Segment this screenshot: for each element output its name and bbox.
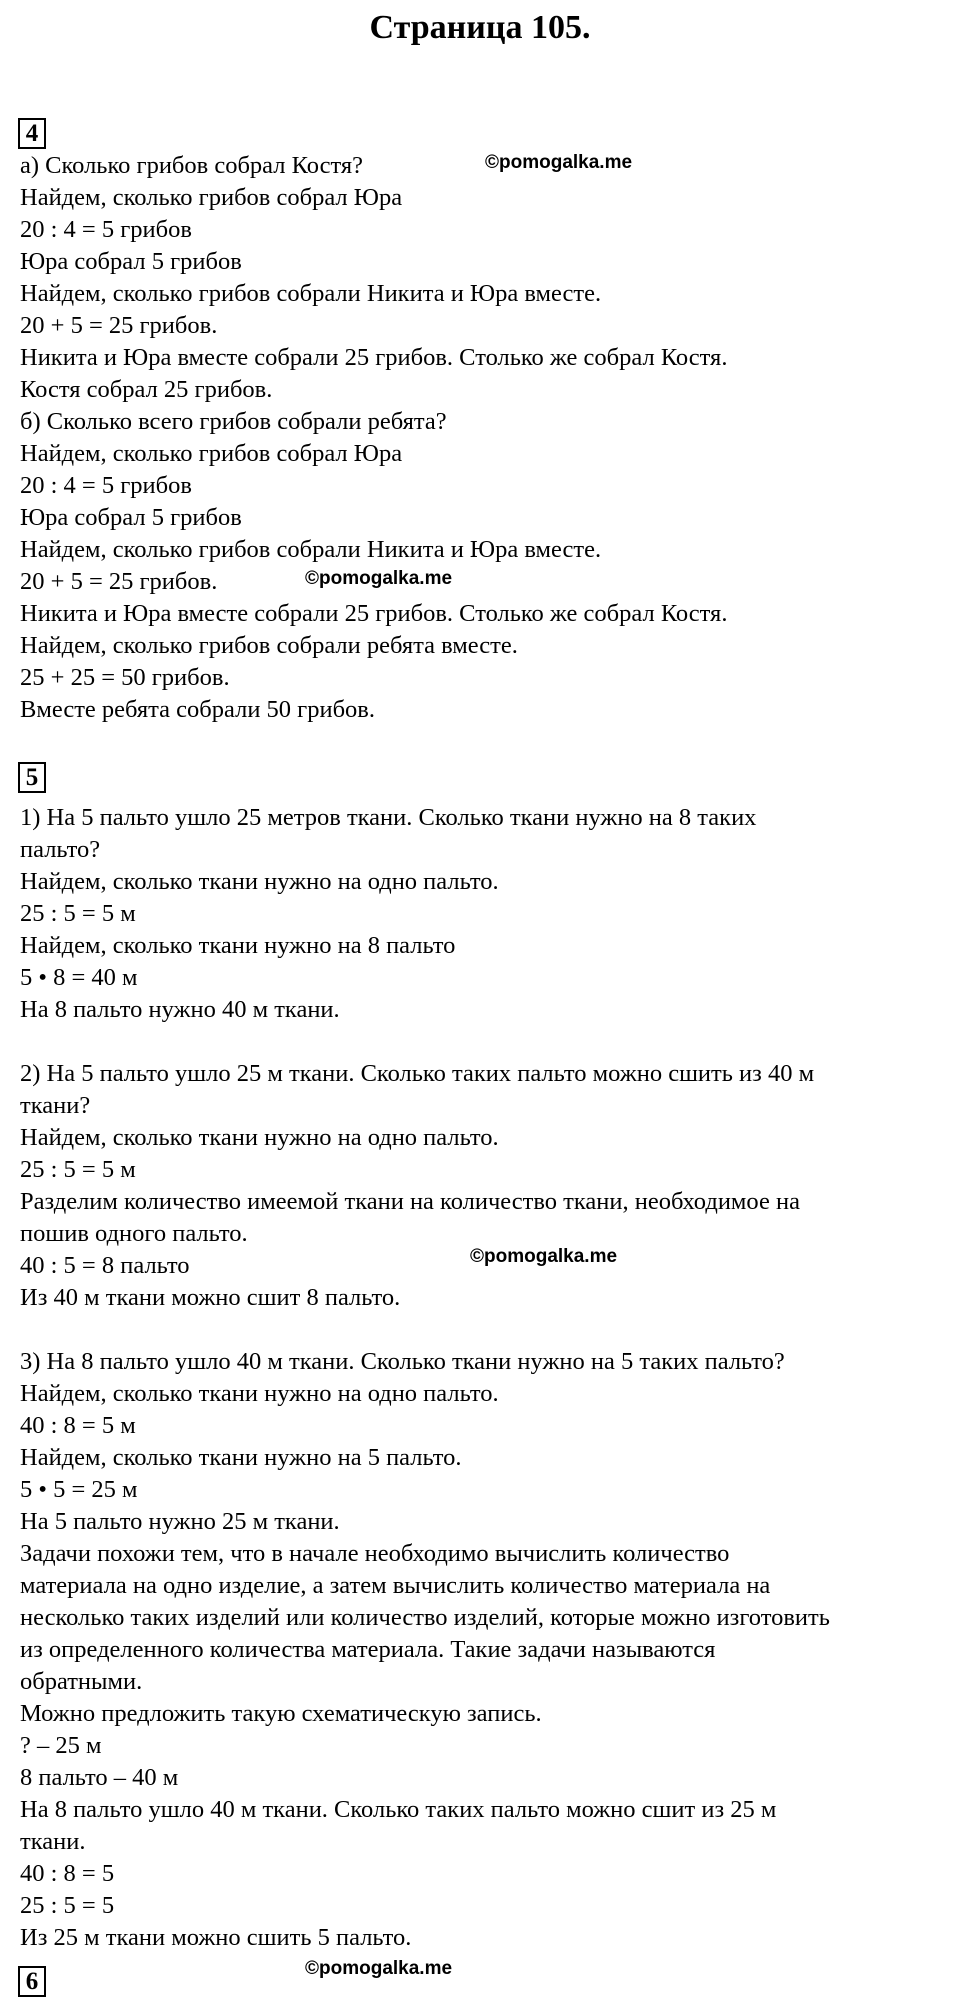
text-line: Найдем, сколько грибов собрали Никита и Юра вместе. [20, 536, 602, 563]
text-line: 2) На 5 пальто ушло 25 м ткани. Сколько таких пальто можно сшить из 40 м [20, 1060, 815, 1087]
text-line: Разделим количество имеемой ткани на количество ткани, необходимое на [20, 1188, 800, 1215]
text-line: несколько таких изделий или количество изделий, которые можно изготовить [20, 1604, 830, 1631]
page-title: Страница 105. [369, 9, 591, 46]
text-line: 5 • 5 = 25 м [20, 1476, 138, 1503]
task-5-text [20, 802, 950, 1954]
text-line: ? – 25 м [20, 1732, 102, 1759]
text-line: б) Сколько всего грибов собрали ребята? [20, 408, 447, 435]
text-line: 20 : 4 = 5 грибов [20, 472, 192, 499]
text-line: 25 + 25 = 50 грибов. [20, 664, 230, 691]
text-line: материала на одно изделие, а затем вычислить количество материала на [20, 1572, 771, 1599]
text-line: Найдем, сколько грибов собрали Никита и Юра вместе. [20, 280, 602, 307]
text-line: Вместе ребята собрали 50 грибов. [20, 696, 375, 723]
task-4-text [20, 150, 950, 726]
text-line: Юра собрал 5 грибов [20, 248, 242, 275]
text-line: 25 : 5 = 5 [20, 1892, 115, 1919]
watermark: ©pomogalka.me [305, 1958, 453, 1979]
text-line: Юра собрал 5 грибов [20, 504, 242, 531]
text-line: Найдем, сколько ткани нужно на одно пальто. [20, 868, 499, 895]
text-line: 40 : 5 = 8 пальто [20, 1252, 190, 1279]
text-line: Костя собрал 25 грибов. [20, 376, 273, 403]
text-line: Найдем, сколько ткани нужно на 5 пальто. [20, 1444, 462, 1471]
text-line: Никита и Юра вместе собрали 25 грибов. Столько же собрал Костя. [20, 600, 728, 627]
watermark: ©pomogalka.me [470, 1246, 618, 1267]
text-line: 40 : 8 = 5 м [20, 1412, 136, 1439]
text-line: Из 25 м ткани можно сшить 5 пальто. [20, 1924, 412, 1951]
text-line: 25 : 5 = 5 м [20, 900, 136, 927]
text-line: Найдем, сколько грибов собрали ребята вместе. [20, 632, 518, 659]
text-line: Найдем, сколько ткани нужно на 8 пальто [20, 932, 456, 959]
text-line: Из 40 м ткани можно сшит 8 пальто. [20, 1284, 401, 1311]
task-number-5: 5 [18, 762, 46, 793]
text-line: 5 • 8 = 40 м [20, 964, 138, 991]
task-number-6: 6 [18, 1966, 46, 1997]
text-line: Найдем, сколько грибов собрал Юра [20, 184, 403, 211]
text-line: 20 + 5 = 25 грибов. [20, 568, 218, 595]
text-line: обратными. [20, 1668, 143, 1695]
text-line: 40 : 8 = 5 [20, 1860, 115, 1887]
text-line: а) Сколько грибов собрал Костя? [20, 152, 363, 179]
paragraph-gap [20, 1026, 950, 1058]
text-line: На 5 пальто нужно 25 м ткани. [20, 1508, 340, 1535]
text-line: 20 + 5 = 25 грибов. [20, 312, 218, 339]
text-line: пальто? [20, 836, 101, 863]
text-line: 20 : 4 = 5 грибов [20, 216, 192, 243]
text-line: Найдем, сколько ткани нужно на одно пальто. [20, 1124, 499, 1151]
watermark: ©pomogalka.me [305, 568, 453, 589]
text-line: 1) На 5 пальто ушло 25 метров ткани. Сколько ткани нужно на 8 таких [20, 804, 757, 831]
watermark: ©pomogalka.me [485, 152, 633, 173]
text-line: Найдем, сколько ткани нужно на одно пальто. [20, 1380, 499, 1407]
text-line: ткани? [20, 1092, 91, 1119]
text-line: Найдем, сколько грибов собрал Юра [20, 440, 403, 467]
text-line: Можно предложить такую схематическую запись. [20, 1700, 542, 1727]
text-line: 3) На 8 пальто ушло 40 м ткани. Сколько ткани нужно на 5 таких пальто? [20, 1348, 785, 1375]
text-line: Задачи похожи тем, что в начале необходимо вычислить количество [20, 1540, 730, 1567]
text-line: из определенного количества материала. Такие задачи называются [20, 1636, 716, 1663]
text-line: пошив одного пальто. [20, 1220, 248, 1247]
task-number-4: 4 [18, 118, 46, 149]
text-line: На 8 пальто ушло 40 м ткани. Сколько таких пальто можно сшит из 25 м [20, 1796, 777, 1823]
text-line: 8 пальто – 40 м [20, 1764, 179, 1791]
text-line: На 8 пальто нужно 40 м ткани. [20, 996, 340, 1023]
text-line: Никита и Юра вместе собрали 25 грибов. Столько же собрал Костя. [20, 344, 728, 371]
text-line: ткани. [20, 1828, 86, 1855]
paragraph-gap [20, 1314, 950, 1346]
text-line: 25 : 5 = 5 м [20, 1156, 136, 1183]
